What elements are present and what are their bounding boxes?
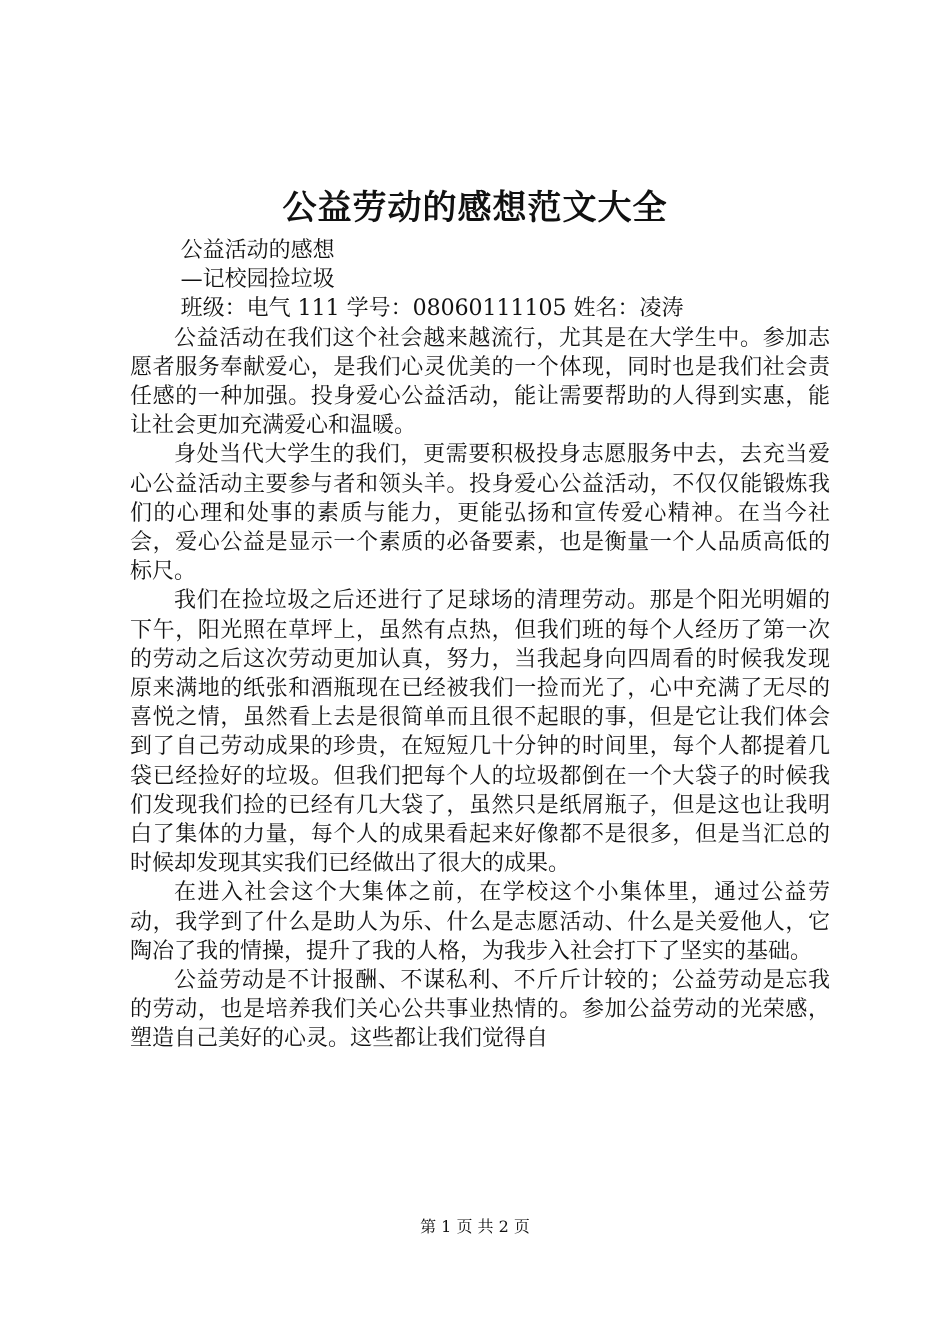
document-body (130, 236, 830, 1054)
page-number-footer: 第 1 页 共 2 页 (420, 1217, 530, 1236)
paragraph: 身处当代大学生的我们，更需要积极投身志愿服务中去，去充当爱心公益活动主要参与者和领头羊。投身爱心公益活动，不仅仅能锻炼我们的心理和处事的素质与能力，更能弘扬和宣传爱心精神。在当今社会，爱心公益是显示一个素质的必备要素，也是衡量一个人品质高低的标尺。 (130, 442, 830, 585)
paragraph: 公益劳动是不计报酬、不谋私利、不斤斤计较的；公益劳动是忘我的劳动，也是培养我们关心公共事业热情的。参加公益劳动的光荣感，塑造自己美好的心灵。这些都让我们觉得自 (130, 968, 830, 1052)
paragraph: 公益活动在我们这个社会越来越流行，尤其是在大学生中。参加志愿者服务奉献爱心，是我们心灵优美的一个体现，同时也是我们社会责任感的一种加强。投身爱心公益活动，能让需要帮助的人得到实惠，能让社会更加充满爱心和温暖。 (130, 325, 830, 439)
essay-subtitle: 公益活动的感想 (180, 238, 335, 263)
document-title: 公益劳动的感想范文大全 (282, 188, 668, 228)
paragraph: 在进入社会这个大集体之前，在学校这个小集体里，通过公益劳动，我学到了什么是助人为乐、什么是志愿活动、什么是关爱他人，它陶冶了我的情操，提升了我的人格，为我步入社会打下了坚实的基础。 (130, 880, 830, 964)
paragraph: 我们在捡垃圾之后还进行了足球场的清理劳动。那是个阳光明媚的下午，阳光照在草坪上，虽然有点热，但我们班的每个人经历了第一次的劳动之后这次劳动更加认真，努力，当我起身向四周看的时候我发现原来满地的纸张和酒瓶现在已经被我们一捡而光了，心中充满了无尽的喜悦之情，虽然看上去是很简单而且很不起眼的事，但是它让我们体会到了自己劳动成果的珍贵，在短短几十分钟的时间里，每个人都提着几袋已经捡好的垃圾。但我们把每个人的垃圾都倒在一个大袋子的时候我们发现我们捡的已经有几大袋了，虽然只是纸屑瓶子，但是这也让我明白了集体的力量，每个人的成果看起来好像都不是很多，但是当汇总的时候却发现其实我们已经做出了很大的成果。 (130, 588, 830, 877)
author-info-line: 班级：电气 111 学号：08060111105 姓名：凌涛 (180, 296, 684, 322)
essay-subheading: —记校园捡垃圾 (180, 267, 335, 293)
